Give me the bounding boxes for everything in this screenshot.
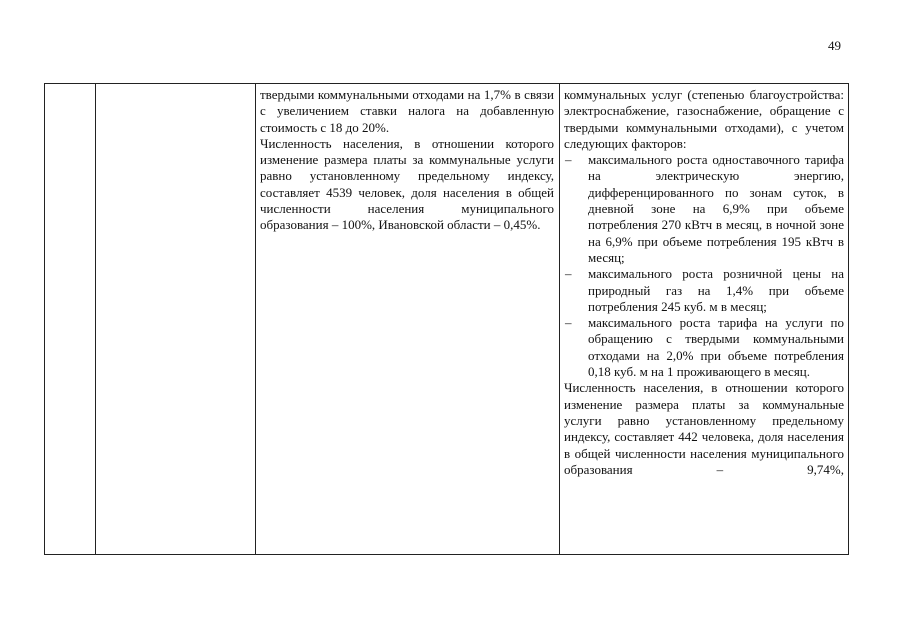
table-cell-column-3	[260, 87, 554, 234]
column-4-closing: Численность населения, в отношении которого изменение размера платы за коммунальные услуги равно установленному предельному индексу, составляет 442 человека, доля населения в общей численности населения муниципального образования – 9,74%,	[564, 380, 844, 477]
list-item-text: максимального роста розничной цены на природный газ на 1,4% при объеме потребления 245 куб. м в месяц;	[588, 266, 844, 314]
factors-list	[564, 152, 844, 380]
column-4-intro: коммунальных услуг (степенью благоустройства: электроснабжение, газоснабжение, обращение с твердыми коммунальными отходами), с учетом следующих факторов:	[564, 87, 844, 151]
page-number: 49	[828, 38, 841, 53]
dash-bullet-icon: –	[565, 315, 572, 331]
column-3-paragraph-2: Численность населения, в отношении которого изменение размера платы за коммунальные услуги равно установленному предельному индексу, составляет 4539 человек, доля населения в общей численности населения муниципального образования – 100%, Ивановской области – 0,45%.	[260, 135, 554, 233]
column-divider-2	[255, 84, 256, 554]
list-item	[564, 152, 844, 266]
list-item	[564, 266, 844, 315]
dash-bullet-icon: –	[565, 152, 572, 168]
table-cell-column-4	[564, 87, 844, 478]
column-divider-3	[559, 84, 560, 554]
column-3-paragraph-1: твердыми коммунальными отходами на 1,7% в связи с увеличением ставки налога на добавленную стоимость с 18 до 20%.	[260, 87, 554, 135]
list-item-text: максимального роста тарифа на услуги по обращению с твердыми коммунальными отходами на 2,0% при объеме потребления 0,18 куб. м на 1 проживающего в месяц.	[588, 315, 844, 380]
list-item-text: максимального роста одноставочного тарифа на электрическую энергию, дифференцированного по зонам суток, в дневной зоне на 6,9% при объеме потребления 270 кВтч в месяц, в ночной зоне на 6,9% при объеме потребления 195 кВтч в месяц;	[588, 152, 844, 265]
document-table	[44, 83, 849, 555]
dash-bullet-icon: –	[565, 266, 572, 282]
column-divider-1	[95, 84, 96, 554]
list-item	[564, 315, 844, 380]
